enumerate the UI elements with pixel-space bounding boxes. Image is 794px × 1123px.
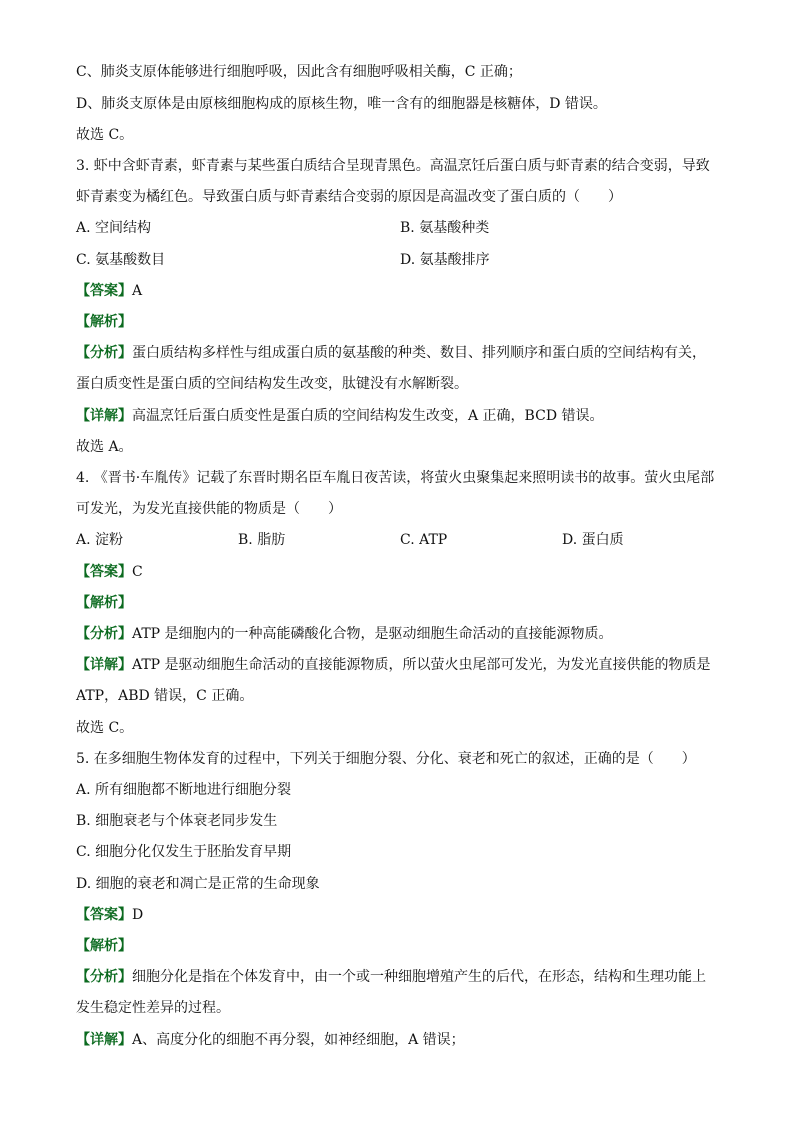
q5-option-c: C. 细胞分化仅发生于胚胎发育早期 xyxy=(76,844,292,860)
answer-value: D xyxy=(132,907,144,923)
q3-option-a: A. 空间结构 xyxy=(76,220,152,236)
analysis-tag: 【分析】 xyxy=(76,345,132,361)
text-line: D、肺炎支原体是由原核细胞构成的原核生物，唯一含有的细胞器是核糖体，D 错误。 xyxy=(76,96,607,112)
q4-option-d: D. 蛋白质 xyxy=(562,532,624,548)
q3-answer xyxy=(76,281,734,301)
q5-option-b: B. 细胞衰老与个体衰老同步发生 xyxy=(76,813,278,829)
q3-detail xyxy=(76,406,734,426)
detail-text: A、高度分化的细胞不再分裂，如神经细胞，A 错误； xyxy=(132,1032,465,1048)
q3-explanation-heading xyxy=(76,312,734,332)
q4-answer xyxy=(76,562,734,582)
q4-analysis xyxy=(76,624,734,644)
explanation-tag: 【解析】 xyxy=(76,314,132,330)
q4-detail-cont: ATP，ABD 错误，C 正确。 xyxy=(76,688,254,704)
q3-analysis xyxy=(76,343,734,363)
answer-value: C xyxy=(132,564,143,580)
analysis-text: 细胞分化是指在个体发育中，由一个或一种细胞增殖产生的后代，在形态，结构和生理功能上 xyxy=(132,969,706,985)
q3-option-d: D. 氨基酸排序 xyxy=(400,252,490,268)
q3-analysis-cont: 蛋白质变性是蛋白质的空间结构发生改变，肽键没有水解断裂。 xyxy=(76,376,468,392)
q4-option-b: B. 脂肪 xyxy=(238,532,286,548)
answer-value: A xyxy=(132,283,143,299)
q4-option-c: C. ATP xyxy=(400,532,448,548)
q5-option-d: D. 细胞的衰老和凋亡是正常的生命现象 xyxy=(76,876,320,892)
detail-text: ATP 是驱动细胞生命活动的直接能源物质，所以萤火虫尾部可发光，为发光直接供能的物质是 xyxy=(132,657,711,673)
q5-analysis xyxy=(76,967,734,987)
question-5-stem: 5. 在多细胞生物体发育的过程中，下列关于细胞分裂、分化、衰老和死亡的叙述，正确的是（ ） xyxy=(76,751,696,767)
question-3-stem: 虾青素变为橘红色。导致蛋白质与虾青素结合变弱的原因是高温改变了蛋白质的（ ） xyxy=(76,189,622,205)
q4-option-a: A. 淀粉 xyxy=(76,532,124,548)
q5-analysis-cont: 发生稳定性差异的过程。 xyxy=(76,1000,230,1016)
analysis-tag: 【分析】 xyxy=(76,626,132,642)
question-3-stem: 3. 虾中含虾青素，虾青素与某些蛋白质结合呈现青黑色。高温烹饪后蛋白质与虾青素的结合变弱，导致 xyxy=(76,158,710,174)
q5-explanation-heading xyxy=(76,936,734,956)
question-4-stem: 可发光，为发光直接供能的物质是（ ） xyxy=(76,501,342,517)
text-line: 故选 C。 xyxy=(76,127,134,143)
detail-tag: 【详解】 xyxy=(76,1032,132,1048)
detail-tag: 【详解】 xyxy=(76,408,132,424)
detail-tag: 【详解】 xyxy=(76,657,132,673)
analysis-tag: 【分析】 xyxy=(76,969,132,985)
q5-answer xyxy=(76,905,734,925)
text-line: C、肺炎支原体能够进行细胞呼吸，因此含有细胞呼吸相关酶，C 正确； xyxy=(76,64,522,80)
q4-explanation-heading xyxy=(76,593,734,613)
detail-text: 高温烹饪后蛋白质变性是蛋白质的空间结构发生改变，A 正确，BCD 错误。 xyxy=(132,408,604,424)
question-4-stem: 4. 《晋书·车胤传》记载了东晋时期名臣车胤日夜苦读，将萤火虫聚集起来照明读书的故事。萤火虫尾部 xyxy=(76,470,715,486)
answer-tag: 【答案】 xyxy=(76,564,132,580)
analysis-text: ATP 是细胞内的一种高能磷酸化合物，是驱动细胞生命活动的直接能源物质。 xyxy=(132,626,613,642)
q3-conclusion: 故选 A。 xyxy=(76,439,133,455)
q4-conclusion: 故选 C。 xyxy=(76,720,134,736)
q5-option-a: A. 所有细胞都不断地进行细胞分裂 xyxy=(76,782,292,798)
explanation-tag: 【解析】 xyxy=(76,938,132,954)
explanation-tag: 【解析】 xyxy=(76,595,132,611)
q5-detail xyxy=(76,1030,734,1050)
answer-tag: 【答案】 xyxy=(76,283,132,299)
q3-option-c: C. 氨基酸数目 xyxy=(76,252,166,268)
q4-detail xyxy=(76,655,734,675)
answer-tag: 【答案】 xyxy=(76,907,132,923)
analysis-text: 蛋白质结构多样性与组成蛋白质的氨基酸的种类、数目、排列顺序和蛋白质的空间结构有关， xyxy=(132,345,706,361)
q3-option-b: B. 氨基酸种类 xyxy=(400,220,490,236)
